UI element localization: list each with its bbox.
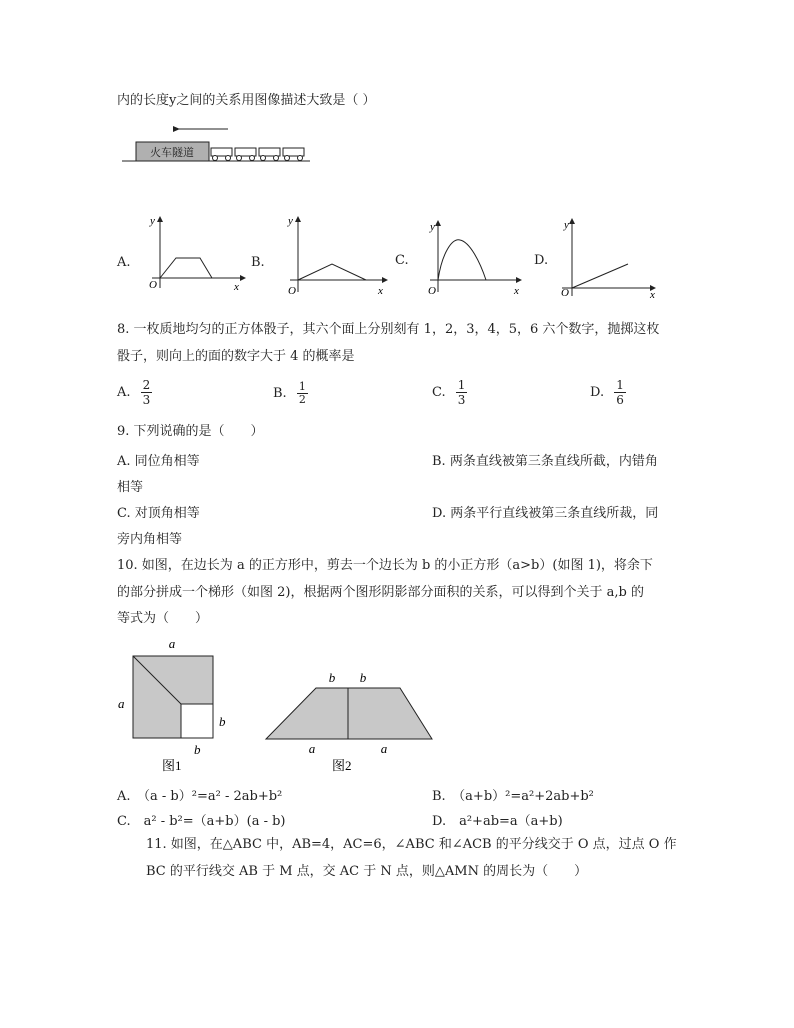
q7-option-a-label[interactable]: A. [117,255,131,270]
q10-stem-line2: 的部分拼成一个梯形（如图 2)，根据两个图形阴影部分面积的关系，可以得到个关于 a,b 的 [117,585,644,600]
svg-text:y: y [288,215,293,227]
svg-text:x: x [514,285,519,297]
svg-text:O: O [288,285,296,297]
q7-option-b-graph[interactable] [282,212,392,298]
q9-stem: 9. 下列说确的是（ ） [117,424,264,439]
q10-option-d[interactable]: D. a²+ab=a（a+b) [432,814,563,829]
svg-text:O: O [149,279,157,291]
svg-text:a: a [308,741,316,756]
svg-text:x: x [650,289,655,300]
svg-text:b: b [194,742,201,757]
q9-option-d-line2: 旁内角相等 [117,532,183,547]
q8-option-d[interactable]: D. $\frac{1}{6}$ [590,378,624,407]
q7-option-b-label[interactable]: B. [251,255,265,270]
q8-stem-line2: 骰子，则向上的面的数字大于 4 的概率是 [117,349,355,364]
q10-stem-line1: 10. 如图，在边长为 a 的正方形中，剪去一个边长为 b 的小正方形（a>b）(如图 1)，将余下 [117,558,653,573]
svg-text:x: x [234,281,239,293]
q8-option-c[interactable]: C. $\frac{1}{3}$ [432,378,466,407]
svg-text:b: b [219,714,226,729]
q7-option-c-label[interactable]: C. [395,253,409,268]
svg-text:y: y [564,219,569,231]
q8-stem-line1: 8. 一枚质地均匀的正方体骰子，其六个面上分别刻有 1，2，3，4，5，6 六个数字，抛掷这枚 [117,322,660,337]
fig2-caption: 图2 [332,758,352,773]
q11-stem-line1: 11. 如图，在△ABC 中，AB=4，AC=6，∠ABC 和∠ACB 的平分线交于 O 点，过点 O 作 [146,837,677,852]
q10-stem-line3: 等式为（ ） [117,611,209,626]
q8-option-b[interactable]: B. $\frac{1}{2}$ [273,380,306,406]
svg-text:x: x [378,285,383,297]
svg-text:a: a [168,636,176,651]
q9-option-a[interactable]: A. 同位角相等 [117,454,200,469]
svg-text:O: O [428,285,436,297]
tunnel-label: 火车隧道 [150,147,194,159]
q9-option-d-line1[interactable]: D. 两条平行直线被第三条直线所裁，同 [432,506,659,521]
q10-option-b[interactable]: B. （a+b）²=a²+2ab+b² [432,789,594,804]
svg-text:b: b [359,670,367,685]
q7-option-d-graph[interactable] [558,216,662,300]
q7-option-a-graph[interactable] [140,212,250,294]
q11-stem-line2: BC 的平行线交 AB 于 M 点，交 AC 于 N 点，则△AMN 的周长为（ ） [146,864,588,879]
fig1-caption: 图1 [162,758,182,773]
q7-stem: 内的长度y之间的关系用图像描述大致是（ ） [117,93,376,108]
svg-text:y: y [150,215,155,227]
q10-option-a[interactable]: A. （a - b）²=a² - 2ab+b² [117,789,283,804]
q9-option-c[interactable]: C. 对顶角相等 [117,506,200,521]
q9-option-b-line2: 相等 [117,480,144,495]
q7-option-d-label[interactable]: D. [534,253,549,268]
q8-option-a[interactable]: A. $\frac{2}{3}$ [117,378,151,407]
q7-option-c-graph[interactable] [424,218,528,298]
q10-figure-2 [262,665,442,777]
q10-figure-1 [112,632,242,774]
q10-option-c[interactable]: C. a² - b²=（a+b）(a - b) [117,814,286,829]
train-tunnel-figure [118,118,318,168]
svg-text:O: O [561,287,569,299]
svg-text:a: a [118,696,125,711]
q9-option-b-line1[interactable]: B. 两条直线被第三条直线所截，内错角 [432,454,658,469]
svg-text:a: a [380,741,388,756]
svg-text:b: b [328,670,336,685]
svg-text:y: y [430,221,435,233]
